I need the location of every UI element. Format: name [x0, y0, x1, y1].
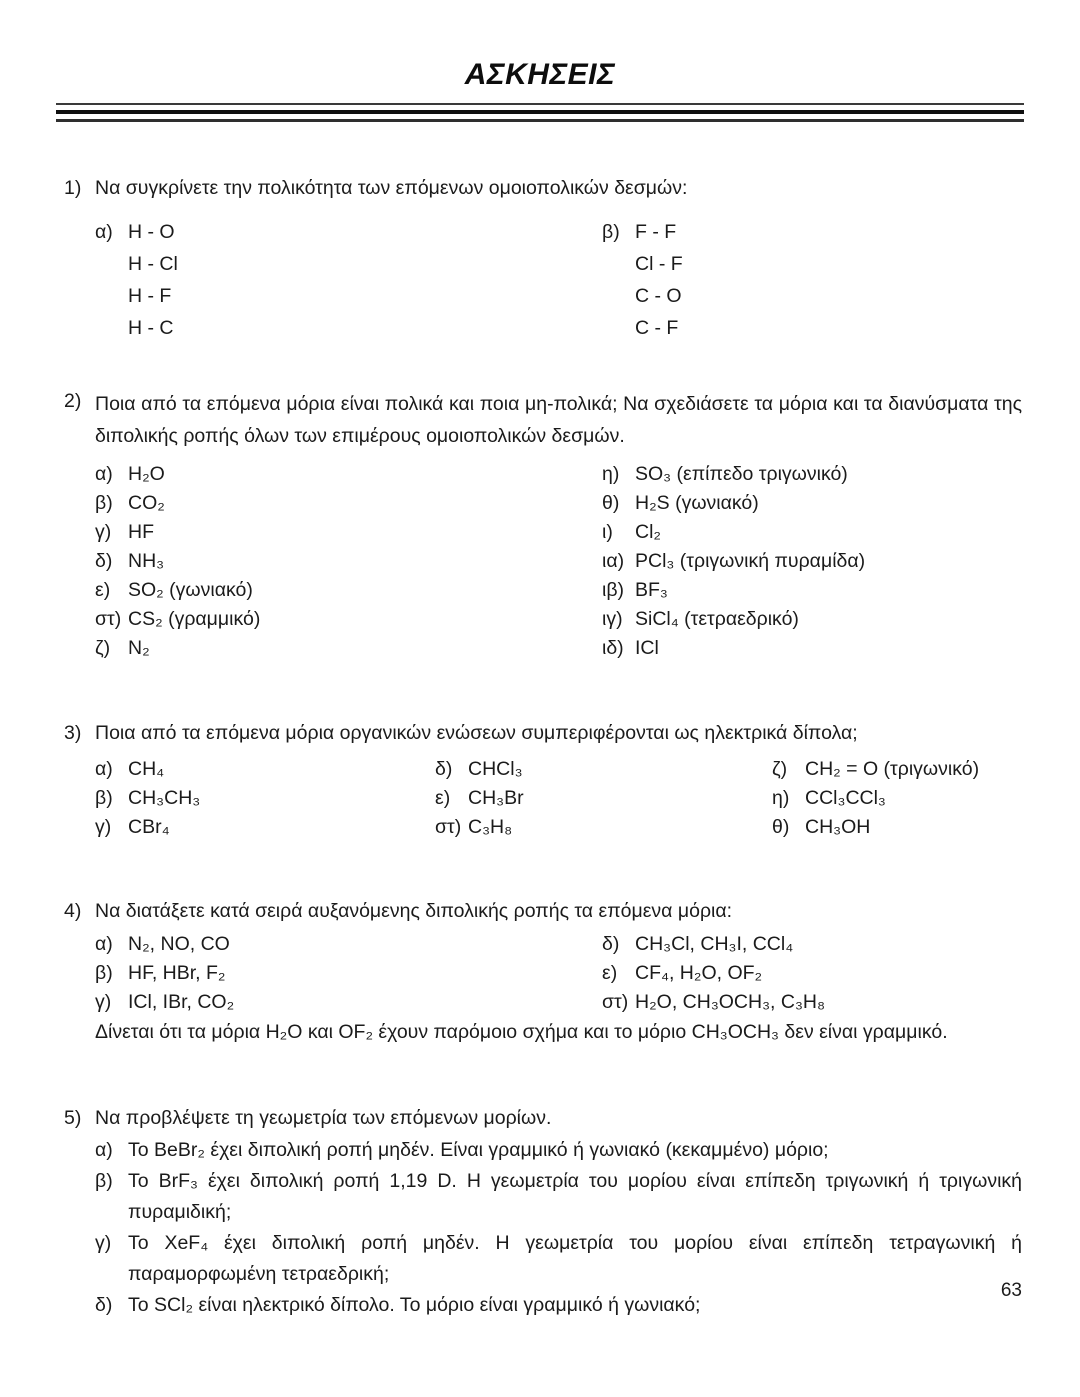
- item-text: Το BeBr₂ έχει διπολική ροπή μηδέν. Είναι γραμμικό ή γωνιακό (κεκαμμένο) μόριο;: [128, 1139, 829, 1161]
- question-1: [64, 175, 1022, 344]
- list-item: [95, 813, 435, 842]
- list-item: [602, 959, 1022, 988]
- question-number: 1): [64, 177, 82, 199]
- item-label: [95, 280, 128, 312]
- question-5-subitems: [95, 1135, 1022, 1321]
- item-text: Το BrF₃ έχει διπολική ροπή 1,19 D. Η γεωμετρία του μορίου είναι επίπεδη τριγωνική ή τριγωνική πυραμιδική;: [128, 1170, 1022, 1223]
- item-label: ζ): [772, 758, 788, 780]
- list-item: [95, 755, 435, 784]
- question-2-column-2: [602, 460, 1022, 663]
- item-label: δ): [435, 758, 453, 780]
- list-item: [95, 930, 602, 959]
- item-formula: CF₄, H₂O, OF₂: [635, 962, 763, 984]
- question-text: Ποια από τα επόμενα μόρια οργανικών ενώσεων συμπεριφέρονται ως ηλεκτρικά δίπολα;: [95, 722, 858, 744]
- item-label: ιδ): [602, 637, 624, 659]
- item-label: ζ): [95, 637, 111, 659]
- item-formula: CS₂ (γραμμικό): [128, 608, 261, 630]
- exercise-content: [64, 175, 1022, 1321]
- list-item: [772, 813, 1022, 842]
- list-item: [602, 248, 1022, 280]
- item-label: ε): [95, 579, 111, 601]
- list-item: [95, 1166, 1022, 1228]
- item-formula: Cl - F: [635, 253, 683, 275]
- question-text: Να συγκρίνετε την πολικότητα των επόμενων ομοιοπολικών δεσμών:: [95, 177, 688, 199]
- item-text: Το SCl₂ είναι ηλεκτρικό δίπολο. Το μόριο είναι γραμμικό ή γωνιακό;: [128, 1294, 701, 1316]
- list-item: [602, 634, 1022, 663]
- list-item: [95, 988, 602, 1017]
- question-number: 4): [64, 900, 82, 922]
- item-formula: C - F: [635, 317, 679, 339]
- list-item: [95, 460, 602, 489]
- question-4: [64, 898, 1022, 1047]
- item-formula: CHCl₃: [468, 758, 523, 780]
- item-formula: C - O: [635, 285, 682, 307]
- item-formula: ICl, IBr, CO₂: [128, 991, 235, 1013]
- question-number: 2): [64, 390, 82, 412]
- item-formula: ICl: [635, 637, 659, 659]
- item-formula: BF₃: [635, 579, 668, 601]
- item-label: δ): [95, 550, 113, 572]
- item-formula: HF, HBr, F₂: [128, 962, 226, 984]
- item-formula: CBr₄: [128, 816, 170, 838]
- question-number: 3): [64, 722, 82, 744]
- item-formula: H - C: [128, 317, 174, 339]
- question-4-column-2: [602, 930, 1022, 1017]
- list-item: [95, 576, 602, 605]
- item-label: γ): [95, 1232, 112, 1254]
- item-formula: CCl₃CCl₃: [805, 787, 886, 809]
- list-item: [95, 216, 602, 248]
- item-label: στ): [602, 991, 629, 1013]
- list-item: [95, 959, 602, 988]
- item-formula: H - F: [128, 285, 172, 307]
- question-text: Ποια από τα επόμενα μόρια είναι πολικά και ποια μη-πολικά; Να σχεδιάσετε τα μόρια και τα διανύσματα της διπολικής ροπής όλων των επιμέρους ομοιοπολικών δεσμών.: [95, 393, 1022, 447]
- item-label: α): [95, 933, 113, 955]
- page-title: ΑΣΚΗΣΕΙΣ: [464, 58, 616, 91]
- item-label: στ): [95, 608, 122, 630]
- question-3-column-3: [772, 755, 1022, 842]
- item-formula: Cl₂: [635, 521, 661, 543]
- header-divider: [56, 103, 1024, 123]
- divider-rule-medium: [56, 119, 1024, 122]
- list-item: [95, 1135, 1022, 1166]
- item-formula: N₂: [128, 637, 150, 659]
- list-item: [602, 605, 1022, 634]
- question-text: Να προβλέψετε τη γεωμετρία των επόμενων μορίων.: [95, 1107, 552, 1129]
- question-number: 5): [64, 1107, 82, 1129]
- item-formula: H₂O, CH₃OCH₃, C₃H₈: [635, 991, 826, 1013]
- item-formula: N₂, NO, CO: [128, 933, 230, 955]
- item-formula: CH₂ = O (τριγωνικό): [805, 758, 980, 780]
- item-label: ι): [602, 521, 613, 543]
- list-item: [602, 930, 1022, 959]
- item-label: γ): [95, 816, 112, 838]
- item-label: δ): [95, 1294, 113, 1316]
- item-formula: NH₃: [128, 550, 165, 572]
- item-text: Το XeF₄ έχει διπολική ροπή μηδέν. Η γεωμετρία του μορίου είναι επίπεδη τετραγωνική ή παραμορφωμένη τετραεδρική;: [128, 1232, 1022, 1285]
- item-label: ιγ): [602, 608, 623, 630]
- question-3-column-1: [95, 755, 435, 842]
- item-label: θ): [772, 816, 790, 838]
- list-item: [435, 813, 772, 842]
- item-label: ια): [602, 550, 625, 572]
- divider-rule-thick: [56, 110, 1024, 114]
- item-label: [602, 312, 635, 344]
- question-1-column-2: [602, 216, 1022, 344]
- list-item: [95, 1290, 1022, 1321]
- item-label: δ): [602, 933, 620, 955]
- list-item: [602, 547, 1022, 576]
- question-text: Να διατάξετε κατά σειρά αυξανόμενης διπολικής ροπής τα επόμενα μόρια:: [95, 900, 733, 922]
- item-label: [95, 248, 128, 280]
- list-item: [602, 312, 1022, 344]
- item-label: η): [602, 463, 620, 485]
- list-item: [95, 634, 602, 663]
- list-item: [95, 547, 602, 576]
- list-item: [602, 576, 1022, 605]
- list-item: [602, 988, 1022, 1017]
- question-3: [64, 720, 1022, 842]
- question-3-column-2: [435, 755, 772, 842]
- item-formula: CH₃Br: [468, 787, 524, 809]
- item-label: γ): [95, 521, 112, 543]
- list-item: [95, 518, 602, 547]
- divider-rule-thin: [56, 103, 1024, 105]
- item-label: β): [602, 221, 620, 243]
- item-label: ε): [602, 962, 618, 984]
- list-item: [95, 312, 602, 344]
- list-item: [435, 784, 772, 813]
- item-formula: CH₃CH₃: [128, 787, 201, 809]
- item-formula: H₂S (γωνιακό): [635, 492, 759, 514]
- list-item: [602, 280, 1022, 312]
- list-item: [95, 248, 602, 280]
- list-item: [602, 216, 1022, 248]
- item-label: η): [772, 787, 790, 809]
- item-label: α): [95, 1139, 113, 1161]
- list-item: [435, 755, 772, 784]
- item-formula: CH₃Cl, CH₃I, CCl₄: [635, 933, 794, 955]
- item-formula: HF: [128, 521, 154, 543]
- item-label: θ): [602, 492, 620, 514]
- question-2: [64, 388, 1022, 663]
- item-label: β): [95, 1170, 113, 1192]
- list-item: [772, 784, 1022, 813]
- list-item: [602, 518, 1022, 547]
- item-formula: CH₄: [128, 758, 165, 780]
- list-item: [95, 784, 435, 813]
- item-formula: H - Cl: [128, 253, 178, 275]
- item-label: [602, 280, 635, 312]
- question-4-column-1: [95, 930, 602, 1017]
- item-formula: C₃H₈: [468, 816, 513, 838]
- item-label: α): [95, 463, 113, 485]
- item-label: γ): [95, 991, 112, 1013]
- list-item: [602, 460, 1022, 489]
- list-item: [95, 1228, 1022, 1290]
- item-label: α): [95, 221, 113, 243]
- list-item: [772, 755, 1022, 784]
- item-formula: H - O: [128, 221, 175, 243]
- item-formula: F - F: [635, 221, 677, 243]
- item-formula: H₂O: [128, 463, 165, 485]
- item-label: ε): [435, 787, 451, 809]
- item-formula: SiCl₄ (τετραεδρικό): [635, 608, 799, 630]
- item-formula: SO₃ (επίπεδο τριγωνικό): [635, 463, 848, 485]
- page-number: 63: [1000, 1280, 1022, 1301]
- item-formula: SO₂ (γωνιακό): [128, 579, 253, 601]
- list-item: [95, 489, 602, 518]
- question-2-column-1: [95, 460, 602, 663]
- list-item: [95, 605, 602, 634]
- question-5: [64, 1105, 1022, 1321]
- item-label: α): [95, 758, 113, 780]
- item-label: [95, 312, 128, 344]
- item-label: β): [95, 492, 113, 514]
- list-item: [602, 489, 1022, 518]
- question-1-column-1: [95, 216, 602, 344]
- question-4-note: Δίνεται ότι τα μόρια H₂O και OF₂ έχουν παρόμοιο σχήμα και το μόριο CH₃OCH₃ δεν είναι γραμμικό.: [95, 1021, 948, 1043]
- item-label: [602, 248, 635, 280]
- item-label: β): [95, 787, 113, 809]
- item-label: στ): [435, 816, 462, 838]
- item-label: ιβ): [602, 579, 625, 601]
- item-formula: PCl₃ (τριγωνική πυραμίδα): [635, 550, 866, 572]
- item-formula: CH₃OH: [805, 816, 871, 838]
- item-label: β): [95, 962, 113, 984]
- item-formula: CO₂: [128, 492, 165, 514]
- list-item: [95, 280, 602, 312]
